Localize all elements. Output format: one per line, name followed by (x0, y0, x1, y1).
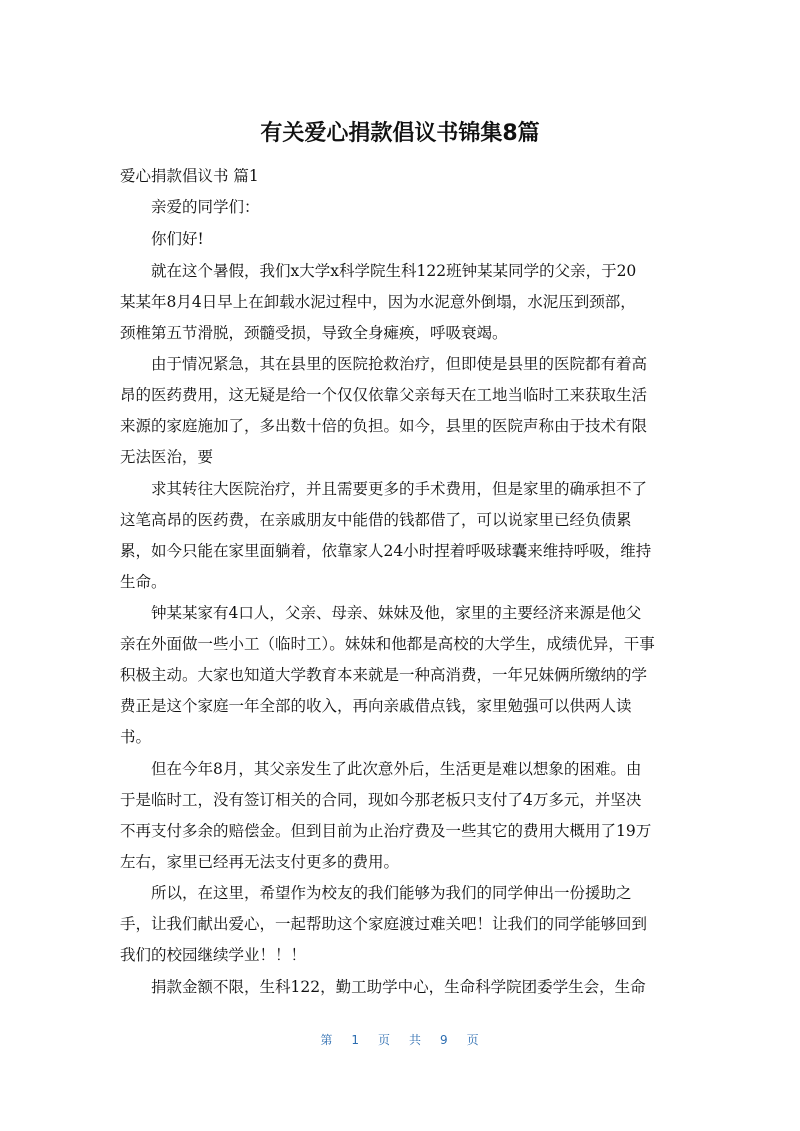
paragraph-line: 左右，家里已经再无法支付更多的费用。 (120, 853, 400, 871)
paragraph-line: 手，让我们献出爱心，一起帮助这个家庭渡过难关吧！让我们的同学能够回到 (120, 915, 648, 933)
paragraph-line: 这笔高昂的医药费，在亲戚朋友中能借的钱都借了，可以说家里已经负债累 (120, 511, 632, 529)
paragraph-line: 累，如今只能在家里面躺着，依靠家人24小时捏着呼吸球囊来维持呼吸，维持 (120, 542, 652, 560)
footer-total-unit: 页 (466, 1033, 480, 1047)
paragraph-line: 求其转往大医院治疗，并且需要更多的手术费用，但是家里的确承担不了 (151, 480, 648, 498)
footer-page-unit: 页 (377, 1033, 391, 1047)
paragraph-line: 就在这个暑假，我们x大学x科学院生科122班钟某某同学的父亲，于20 (151, 262, 637, 280)
footer-total-label: 共 (409, 1033, 423, 1047)
footer-total-pages: 9 (440, 1033, 449, 1047)
paragraph-line: 捐款金额不限，生科122，勤工助学中心，生命科学院团委学生会，生命 (151, 978, 646, 996)
paragraph-line: 所以，在这里，希望作为校友的我们能够为我们的同学伸出一份援助之 (151, 884, 632, 902)
paragraph-line: 昂的医药费用，这无疑是给一个仅仅依靠父亲每天在工地当临时工来获取生活 (120, 386, 648, 404)
section-heading: 爱心捐款倡议书 篇1 (120, 167, 259, 185)
paragraph-line: 颈椎第五节滑脱，颈髓受损，导致全身瘫痪，呼吸衰竭。 (120, 324, 508, 342)
footer-page-label: 第 (320, 1033, 334, 1047)
paragraph-line: 由于情况紧急，其在县里的医院抢救治疗，但即使是县里的医院都有着高 (151, 355, 648, 373)
salutation: 亲爱的同学们： (151, 198, 260, 216)
paragraph-line: 费正是这个家庭一年全部的收入，再向亲戚借点钱，家里勉强可以供两人读 (120, 697, 632, 715)
paragraph-line: 亲在外面做一些小工（临时工）。妹妹和他都是高校的大学生，成绩优异，干事 (120, 635, 655, 653)
greeting: 你们好! (151, 230, 204, 248)
document-title: 有关爱心捐款倡议书锦集8篇 (260, 121, 540, 146)
paragraph-line: 书。 (120, 728, 152, 746)
paragraph-line: 某某年8月4日早上在卸载水泥过程中，因为水泥意外倒塌，水泥压到颈部， (120, 293, 636, 311)
paragraph-line: 不再支付多余的赔偿金。但到目前为止治疗费及一些其它的费用大概用了19万 (120, 822, 652, 840)
footer-current-page: 1 (351, 1033, 360, 1047)
paragraph-line: 但在今年8月，其父亲发生了此次意外后，生活更是难以想象的困难。由 (151, 760, 642, 778)
paragraph-line: 无法医治，要 (120, 448, 214, 466)
page-footer (0, 1030, 800, 1050)
paragraph-line: 积极主动。大家也知道大学教育本来就是一种高消费，一年兄妹俩所缴纳的学 (120, 666, 648, 684)
paragraph-line: 钟某某家有4口人，父亲、母亲、妹妹及他，家里的主要经济来源是他父 (151, 604, 642, 622)
paragraph-line: 我们的校园继续学业！！！ (120, 946, 307, 964)
paragraph-line: 于是临时工，没有签订相关的合同，现如今那老板只支付了4万多元，并坚决 (120, 791, 642, 809)
paragraph-line: 来源的家庭施加了，多出数十倍的负担。如今，县里的医院声称由于技术有限 (120, 417, 648, 435)
paragraph-line: 生命。 (120, 573, 167, 591)
